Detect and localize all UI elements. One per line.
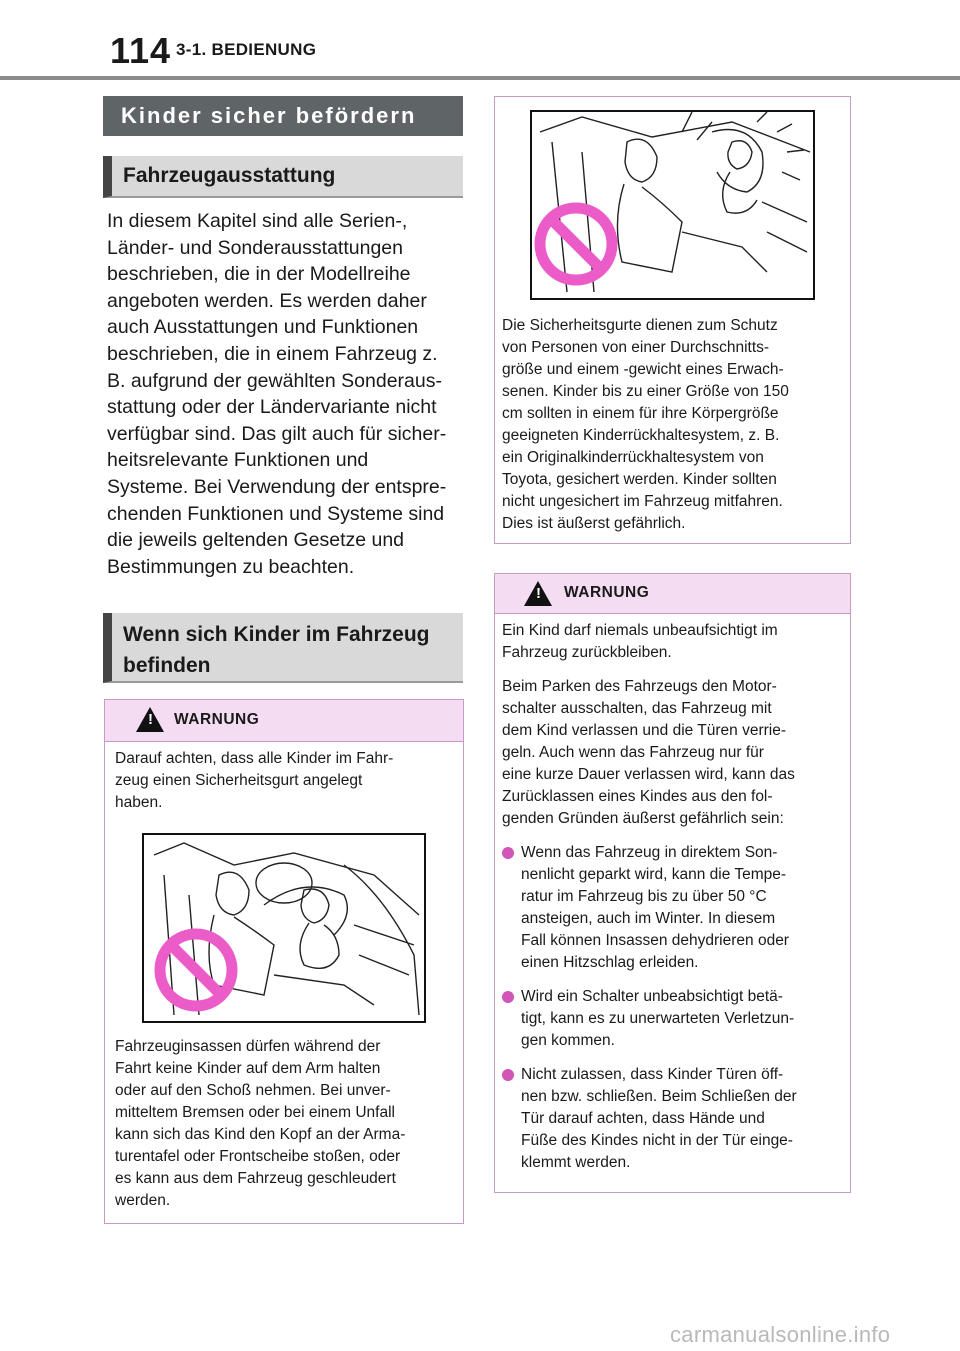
text-line: ansteigen, auch im Winter. In diesem: [521, 910, 776, 927]
text-line: nen bzw. schließen. Beim Schließen der: [521, 1088, 797, 1105]
bullet-icon: [502, 991, 514, 1003]
text-line: Tür darauf achten, dass Hände und: [521, 1110, 765, 1127]
text-line: Länder- und Sonderausstattungen: [107, 236, 403, 259]
text-line: eine kurze Dauer verlassen wird, kann das: [502, 766, 795, 783]
chapter-banner: Kinder sicher befördern: [103, 96, 463, 136]
text-line: Die Sicherheitsgurte dienen zum Schutz: [502, 317, 778, 334]
subheading-line: Wenn sich Kinder im Fahrzeug: [123, 623, 430, 646]
text-line: verfügbar sind. Das gilt auch für sicher-: [107, 422, 447, 445]
car-interior-illustration: [144, 835, 424, 1021]
header-rule: [0, 76, 960, 80]
warning-content: [502, 620, 797, 1174]
section-title: 3-1. BEDIENUNG: [176, 40, 317, 59]
warning-label: WARNUNG: [174, 711, 260, 728]
text-line: kann sich das Kind den Kopf an der Arma-: [115, 1126, 406, 1143]
text-line: Fahrzeuginsassen dürfen während der: [115, 1038, 381, 1055]
text-line: Wird ein Schalter unbeabsichtigt betä-: [521, 988, 783, 1005]
text-line: In diesem Kapitel sind alle Serien-,: [107, 210, 408, 232]
text-line: Fahrzeug zurückbleiben.: [502, 644, 672, 661]
text-line: Systeme. Bei Verwendung der entspre-: [107, 475, 447, 498]
text-line: turentafel oder Frontscheibe stoßen, oder: [115, 1148, 401, 1165]
warning-triangle-icon: !: [524, 581, 552, 606]
bullet-item: [502, 1064, 797, 1174]
text-line: Nicht zulassen, dass Kinder Türen öff-: [521, 1066, 784, 1083]
text-line: Darauf achten, dass alle Kinder im Fahr-: [115, 750, 394, 767]
illustration-airbag-child: [530, 110, 815, 300]
warning-box-seatbelt: [104, 699, 464, 1224]
text-line: nicht ungesichert im Fahrzeug mitfahren.: [502, 493, 783, 510]
text-line: Wenn das Fahrzeug in direktem Son-: [521, 844, 778, 861]
text-line: senen. Kinder bis zu einer Größe von 150: [502, 383, 789, 400]
bullet-icon: [502, 1069, 514, 1081]
text-line: chenden Funktionen und Systeme sind: [107, 502, 445, 525]
text-line: B. aufgrund der gewählten Sonderaus-: [107, 369, 442, 392]
text-line: dem Kind verlassen und die Türen verrie-: [502, 722, 787, 739]
warning-caption: [115, 1036, 405, 1212]
text-line: die jeweils geltenden Gesetze und: [107, 529, 405, 552]
text-line: klemmt werden.: [521, 1154, 631, 1171]
text-line: Dies ist äußerst gefährlich.: [502, 515, 686, 532]
warning-box-unattended: [494, 573, 851, 1193]
text-line: geln. Auch wenn das Fahrzeug nur für: [502, 744, 764, 761]
text-line: mitteltem Bremsen oder bei einem Unfall: [115, 1104, 395, 1121]
subheading-equipment: Fahrzeugausstattung: [103, 156, 463, 198]
text-line: Beim Parken des Fahrzeugs den Motor-: [502, 678, 777, 695]
text-line: angeboten werden. Es werden daher: [107, 289, 427, 312]
illustration-child-on-lap: [142, 833, 426, 1023]
text-line: Toyota, gesichert werden. Kinder sollten: [502, 471, 777, 488]
bullet-item: [502, 842, 797, 974]
text-line: ein Originalkinderrückhaltesystem von: [502, 449, 764, 466]
text-line: Ein Kind darf niemals unbeaufsichtigt im: [502, 622, 778, 639]
text-line: heitsrelevante Funktionen und: [107, 449, 369, 472]
text-line: es kann aus dem Fahrzeug geschleudert: [115, 1170, 396, 1187]
text-line: oder auf den Schoß nehmen. Bei unver-: [115, 1082, 391, 1099]
text-line: haben.: [115, 794, 163, 811]
text-line: nenlicht geparkt wird, kann die Tempe-: [521, 866, 787, 883]
prohibition-icon: [540, 208, 612, 280]
text-line: cm sollten in einem für ihre Körpergröße: [502, 405, 779, 422]
warning-intro: [115, 748, 393, 814]
text-line: einen Hitzschlag erleiden.: [521, 954, 699, 971]
warning-triangle-icon: !: [136, 707, 164, 732]
subheading-children-in-vehicle: [103, 613, 463, 683]
text-line: gen kommen.: [521, 1032, 615, 1049]
text-line: auch Ausstattungen und Funktionen: [107, 316, 419, 339]
text-line: beschrieben, die in einem Fahrzeug z.: [107, 342, 438, 365]
text-line: ratur im Fahrzeug bis zu über 50 °C: [521, 888, 767, 905]
text-line: beschrieben, die in der Modellreihe: [107, 263, 411, 286]
airbag-illustration: [532, 112, 813, 298]
text-line: zeug einen Sicherheitsgurt angelegt: [115, 772, 363, 789]
warning-label: WARNUNG: [564, 584, 650, 601]
text-line: Fahrt keine Kinder auf dem Arm halten: [115, 1060, 381, 1077]
subheading-line: befinden: [123, 654, 211, 677]
warning-header: [105, 700, 463, 742]
intro-paragraph: [107, 208, 467, 580]
text-line: stattung oder der Ländervariante nicht: [107, 396, 437, 419]
text-line: Zurücklassen eines Kindes aus den fol-: [502, 788, 773, 805]
text-line: größe und einem -gewicht eines Erwach-: [502, 361, 784, 378]
text-line: schalter ausschalten, das Fahrzeug mit: [502, 700, 772, 717]
text-line: geeigneten Kinderrückhaltesystem, z. B.: [502, 427, 780, 444]
text-line: Füße des Kindes nicht in der Tür einge-: [521, 1132, 793, 1149]
seatbelt-caption: [502, 315, 789, 535]
text-line: Bestimmungen zu beachten.: [107, 555, 355, 578]
page-number: 114: [110, 30, 172, 71]
text-line: von Personen von einer Durchschnitts-: [502, 339, 770, 356]
bullet-icon: [502, 847, 514, 859]
text-line: werden.: [115, 1192, 171, 1209]
warning-header: [495, 574, 850, 614]
bullet-item: [502, 986, 797, 1052]
text-line: tigt, kann es zu unerwarteten Verletzun-: [521, 1010, 795, 1027]
watermark: carmanualsonline.info: [670, 1322, 891, 1347]
text-line: genden Gründen äußerst gefährlich sein:: [502, 810, 784, 827]
text-line: Fall können Insassen dehydrieren oder: [521, 932, 789, 949]
seatbelt-info-box: [494, 96, 851, 544]
